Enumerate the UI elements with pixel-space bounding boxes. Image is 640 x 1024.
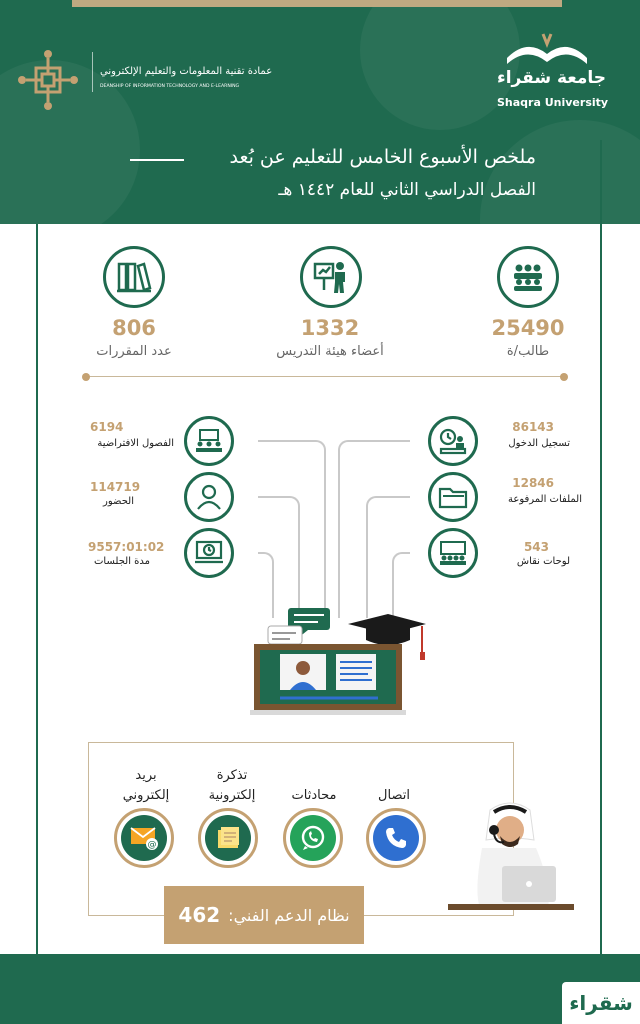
discussion-icon	[437, 540, 469, 566]
university-name-ar: جامعة شقراء	[497, 68, 607, 88]
stat-courses-value: 806	[112, 316, 156, 340]
support-email-button[interactable]	[114, 808, 174, 868]
metric-login-circle	[428, 416, 478, 466]
metric-virtual-class-label: الفصول الافتراضية	[97, 438, 174, 449]
support-chat-button[interactable]	[283, 808, 343, 868]
ticket-icon	[214, 824, 242, 852]
phone-icon	[383, 825, 409, 851]
svg-text:@: @	[147, 840, 157, 850]
metric-files-value: 12846	[512, 476, 554, 490]
divider-dot-right	[560, 373, 568, 381]
stat-teachers-circle	[300, 246, 362, 308]
deanship-name-ar: عمادة تقنية المعلومات والتعليم الإلكتروني	[100, 66, 273, 77]
support-agent-illustration	[444, 796, 578, 914]
metric-files-label: الملفات المرفوعة	[507, 494, 582, 505]
stat-teachers-value: 1332	[300, 316, 360, 340]
frame-left-line	[36, 224, 38, 954]
stats-divider-line	[86, 376, 566, 377]
books-icon	[116, 261, 152, 293]
stat-courses-circle	[103, 246, 165, 308]
page-title-line2: الفصل الدراسي الثاني للعام ١٤٤٢ هـ	[278, 180, 536, 200]
metric-virtual-class-circle	[184, 416, 234, 466]
stat-students-value: 25490	[491, 316, 565, 340]
metric-discussion-circle	[428, 528, 478, 578]
support-phone-label: اتصال	[378, 788, 410, 803]
logo-divider	[92, 52, 93, 92]
email-icon	[129, 825, 159, 851]
stat-courses-label: عدد المقررات	[96, 344, 172, 359]
user-icon	[195, 483, 223, 511]
metric-attendance-value: 114719	[90, 480, 141, 494]
stat-teachers-label: أعضاء هيئة التدريس	[276, 344, 384, 359]
footer-bar	[0, 954, 640, 1024]
support-total-label: نظام الدعم الفني:	[228, 905, 350, 925]
metric-login-value: 86143	[512, 420, 554, 434]
metric-attendance-label: الحضور	[103, 496, 134, 507]
support-ticket-button[interactable]	[198, 808, 258, 868]
login-icon	[438, 427, 468, 455]
support-phone-button[interactable]	[366, 808, 426, 868]
students-icon	[511, 262, 545, 292]
metric-discussion-value: 543	[523, 540, 549, 554]
support-email-label: بريد إلكتروني	[122, 768, 170, 803]
university-name-en: Shaqra University	[497, 96, 609, 109]
metric-duration-circle	[184, 528, 234, 578]
support-ticket-label: تذكرة إلكترونية	[208, 768, 256, 803]
metric-virtual-class-value: 6194	[90, 420, 124, 434]
stat-students-circle	[497, 246, 559, 308]
metric-duration-value: 9557:01:02	[88, 540, 165, 554]
support-chat-label: محادثات	[291, 788, 337, 803]
frame-right-line	[600, 140, 602, 956]
source-badge: شقراء	[562, 982, 640, 1024]
top-accent-bar	[72, 0, 562, 7]
metric-files-circle	[428, 472, 478, 522]
teacher-icon	[313, 260, 349, 294]
support-total-box	[164, 886, 364, 944]
deanship-name-en: DEANSHIP OF INFORMATION TECHNOLOGY AND E-LEARNING	[100, 84, 240, 89]
metric-login-label: تسجيل الدخول	[508, 438, 570, 449]
stat-students-label: طالب/ة	[506, 344, 550, 359]
deanship-logo	[12, 44, 84, 116]
page-title-line1: ملخص الأسبوع الخامس للتعليم عن بُعد	[229, 146, 536, 168]
online-class-illustration	[250, 606, 434, 716]
metric-duration-label: مدة الجلسات	[94, 556, 150, 567]
metric-discussion-label: لوحات نقاش	[516, 556, 570, 567]
title-underline	[130, 159, 184, 161]
virtual-class-icon	[194, 428, 224, 454]
folder-icon	[438, 485, 468, 509]
metric-attendance-circle	[184, 472, 234, 522]
divider-dot-left	[82, 373, 90, 381]
university-logo-book-icon	[497, 28, 597, 68]
clock-icon	[194, 540, 224, 566]
header-banner	[0, 0, 640, 224]
whatsapp-icon	[299, 824, 327, 852]
support-total-value: 462	[178, 903, 221, 927]
